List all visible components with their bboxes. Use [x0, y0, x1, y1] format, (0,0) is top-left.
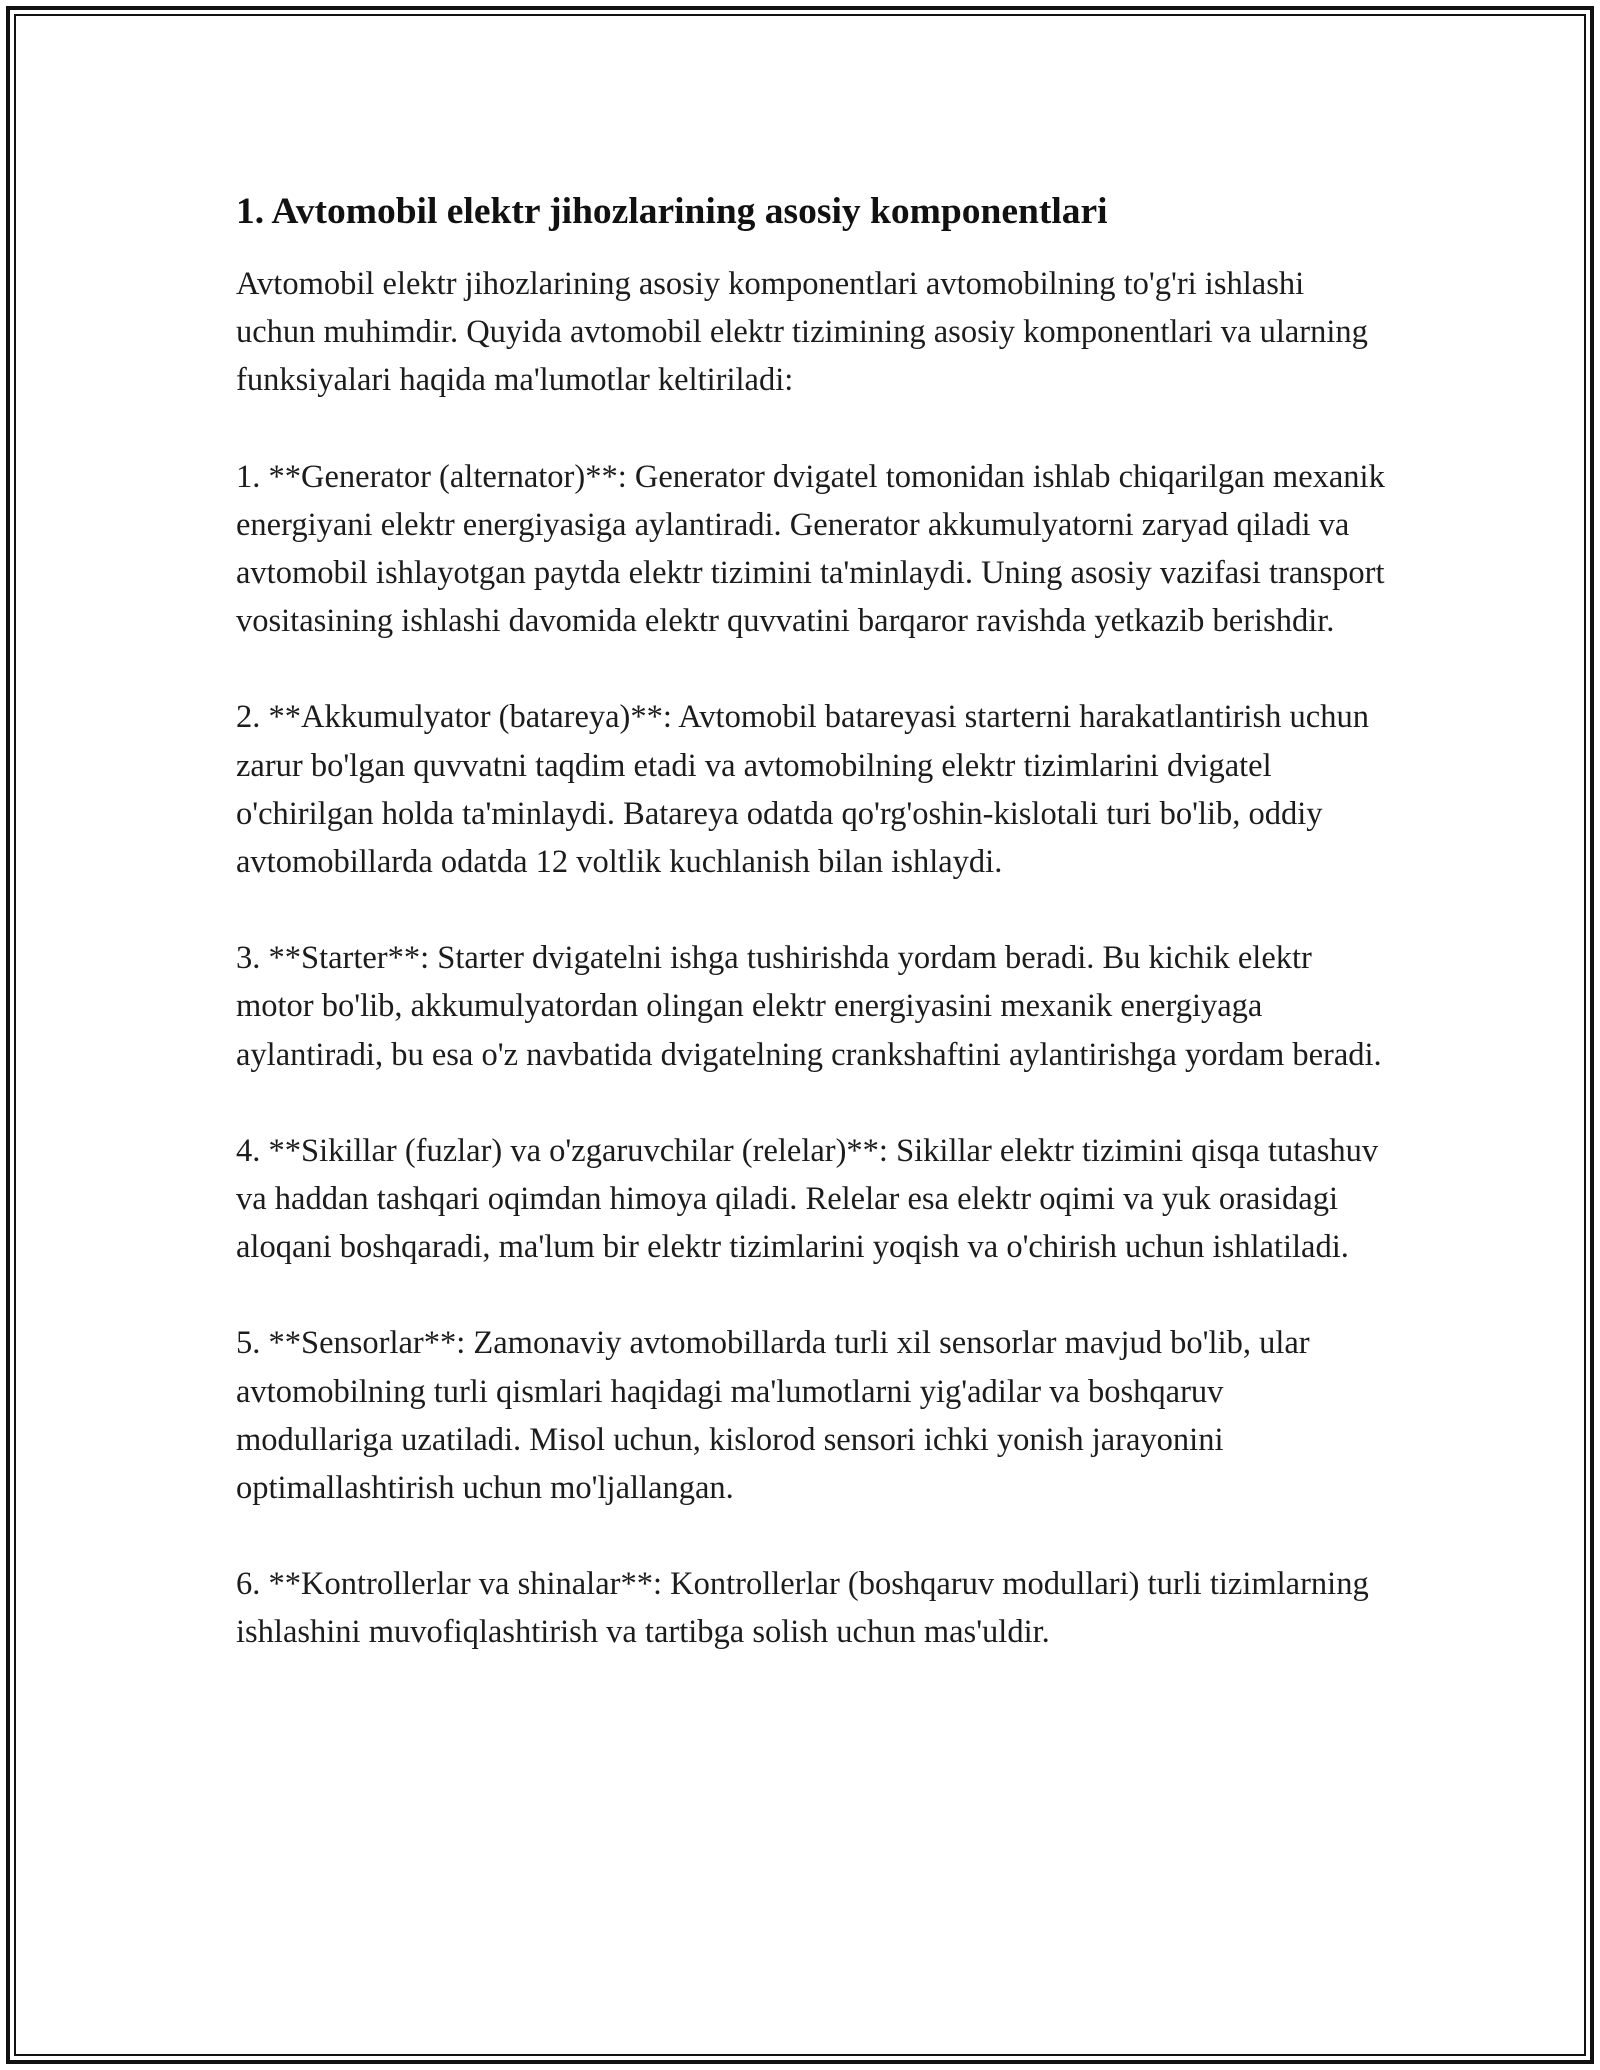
list-item-sikillar: 4. **Sikillar (fuzlar) va o'zgaruvchilar (relelar)**: Sikillar elektr tizimini qisqa tutashuv va haddan tashqari oqimdan himoya qiladi. Relelar esa elektr oqimi va yuk orasidagi aloqani boshqaradi, ma'lum bir elektr tizimlarini yoqish va o'chirish uchun ishlatiladi. — [236, 1132, 1379, 1266]
list-item-kontrollerlar: 6. **Kontrollerlar va shinalar**: Kontrollerlar (boshqaruv modullari) turli tizimlarning ishlashini muvofiqlashtirish va tartibga solish uchun mas'uldir. — [236, 1566, 1369, 1651]
intro-paragraph: Avtomobil elektr jihozlarining asosiy komponentlari avtomobilning to'g'ri ishlashi uchun muhimdir. Quyida avtomobil elektr tizimining asosiy komponentlari va ularning funksiyalari haqida ma'lumotlar keltiriladi: — [236, 266, 1368, 399]
document-body — [236, 186, 1386, 1657]
list-item-starter: 3. **Starter**: Starter dvigatelni ishga tushirishda yordam beradi. Bu kichik elektr motor bo'lib, akkumulyatordan olingan elektr energiyasini mexanik energiyaga aylantiradi, bu esa o'z navbatida dvigatelning crankshaftini aylantirishga yordam beradi. — [236, 940, 1382, 1073]
list-item-akkumulyator: 2. **Akkumulyator (batareya)**: Avtomobil batareyasi starterni harakatlantirish uchun zarur bo'lgan quvvatni taqdim etadi va avtomobilning elektr tizimlarini dvigatel o'chirilgan holda ta'minlaydi. Batareya odatda qo'rg'oshin-kislotali turi bo'lib, oddiy avtomobillarda odatda 12 voltlik kuchlanish bilan ishlaydi. — [236, 699, 1369, 881]
section-heading: 1. Avtomobil elektr jihozlarining asosiy komponentlari — [236, 191, 1108, 232]
list-item-generator: 1. **Generator (alternator)**: Generator dvigatel tomonidan ishlab chiqarilgan mexanik energiyani elektr energiyasiga aylantiradi. Generator akkumulyatorni zaryad qiladi va avtomobil ishlayotgan paytda elektr tizimini ta'minlaydi. Uning asosiy vazifasi transport vositasining ishlashi davomida elektr quvvatini barqaror ravishda yetkazib berishdir. — [236, 458, 1385, 640]
list-item-sensorlar: 5. **Sensorlar**: Zamonaviy avtomobillarda turli xil sensorlar mavjud bo'lib, ular avtomobilning turli qismlari haqidagi ma'lumotlarni yig'adilar va boshqaruv modullariga uzatiladi. Misol uchun, kislorod sensori ichki yonish jarayonini optimallashtirish uchun mo'ljallangan. — [236, 1325, 1310, 1507]
